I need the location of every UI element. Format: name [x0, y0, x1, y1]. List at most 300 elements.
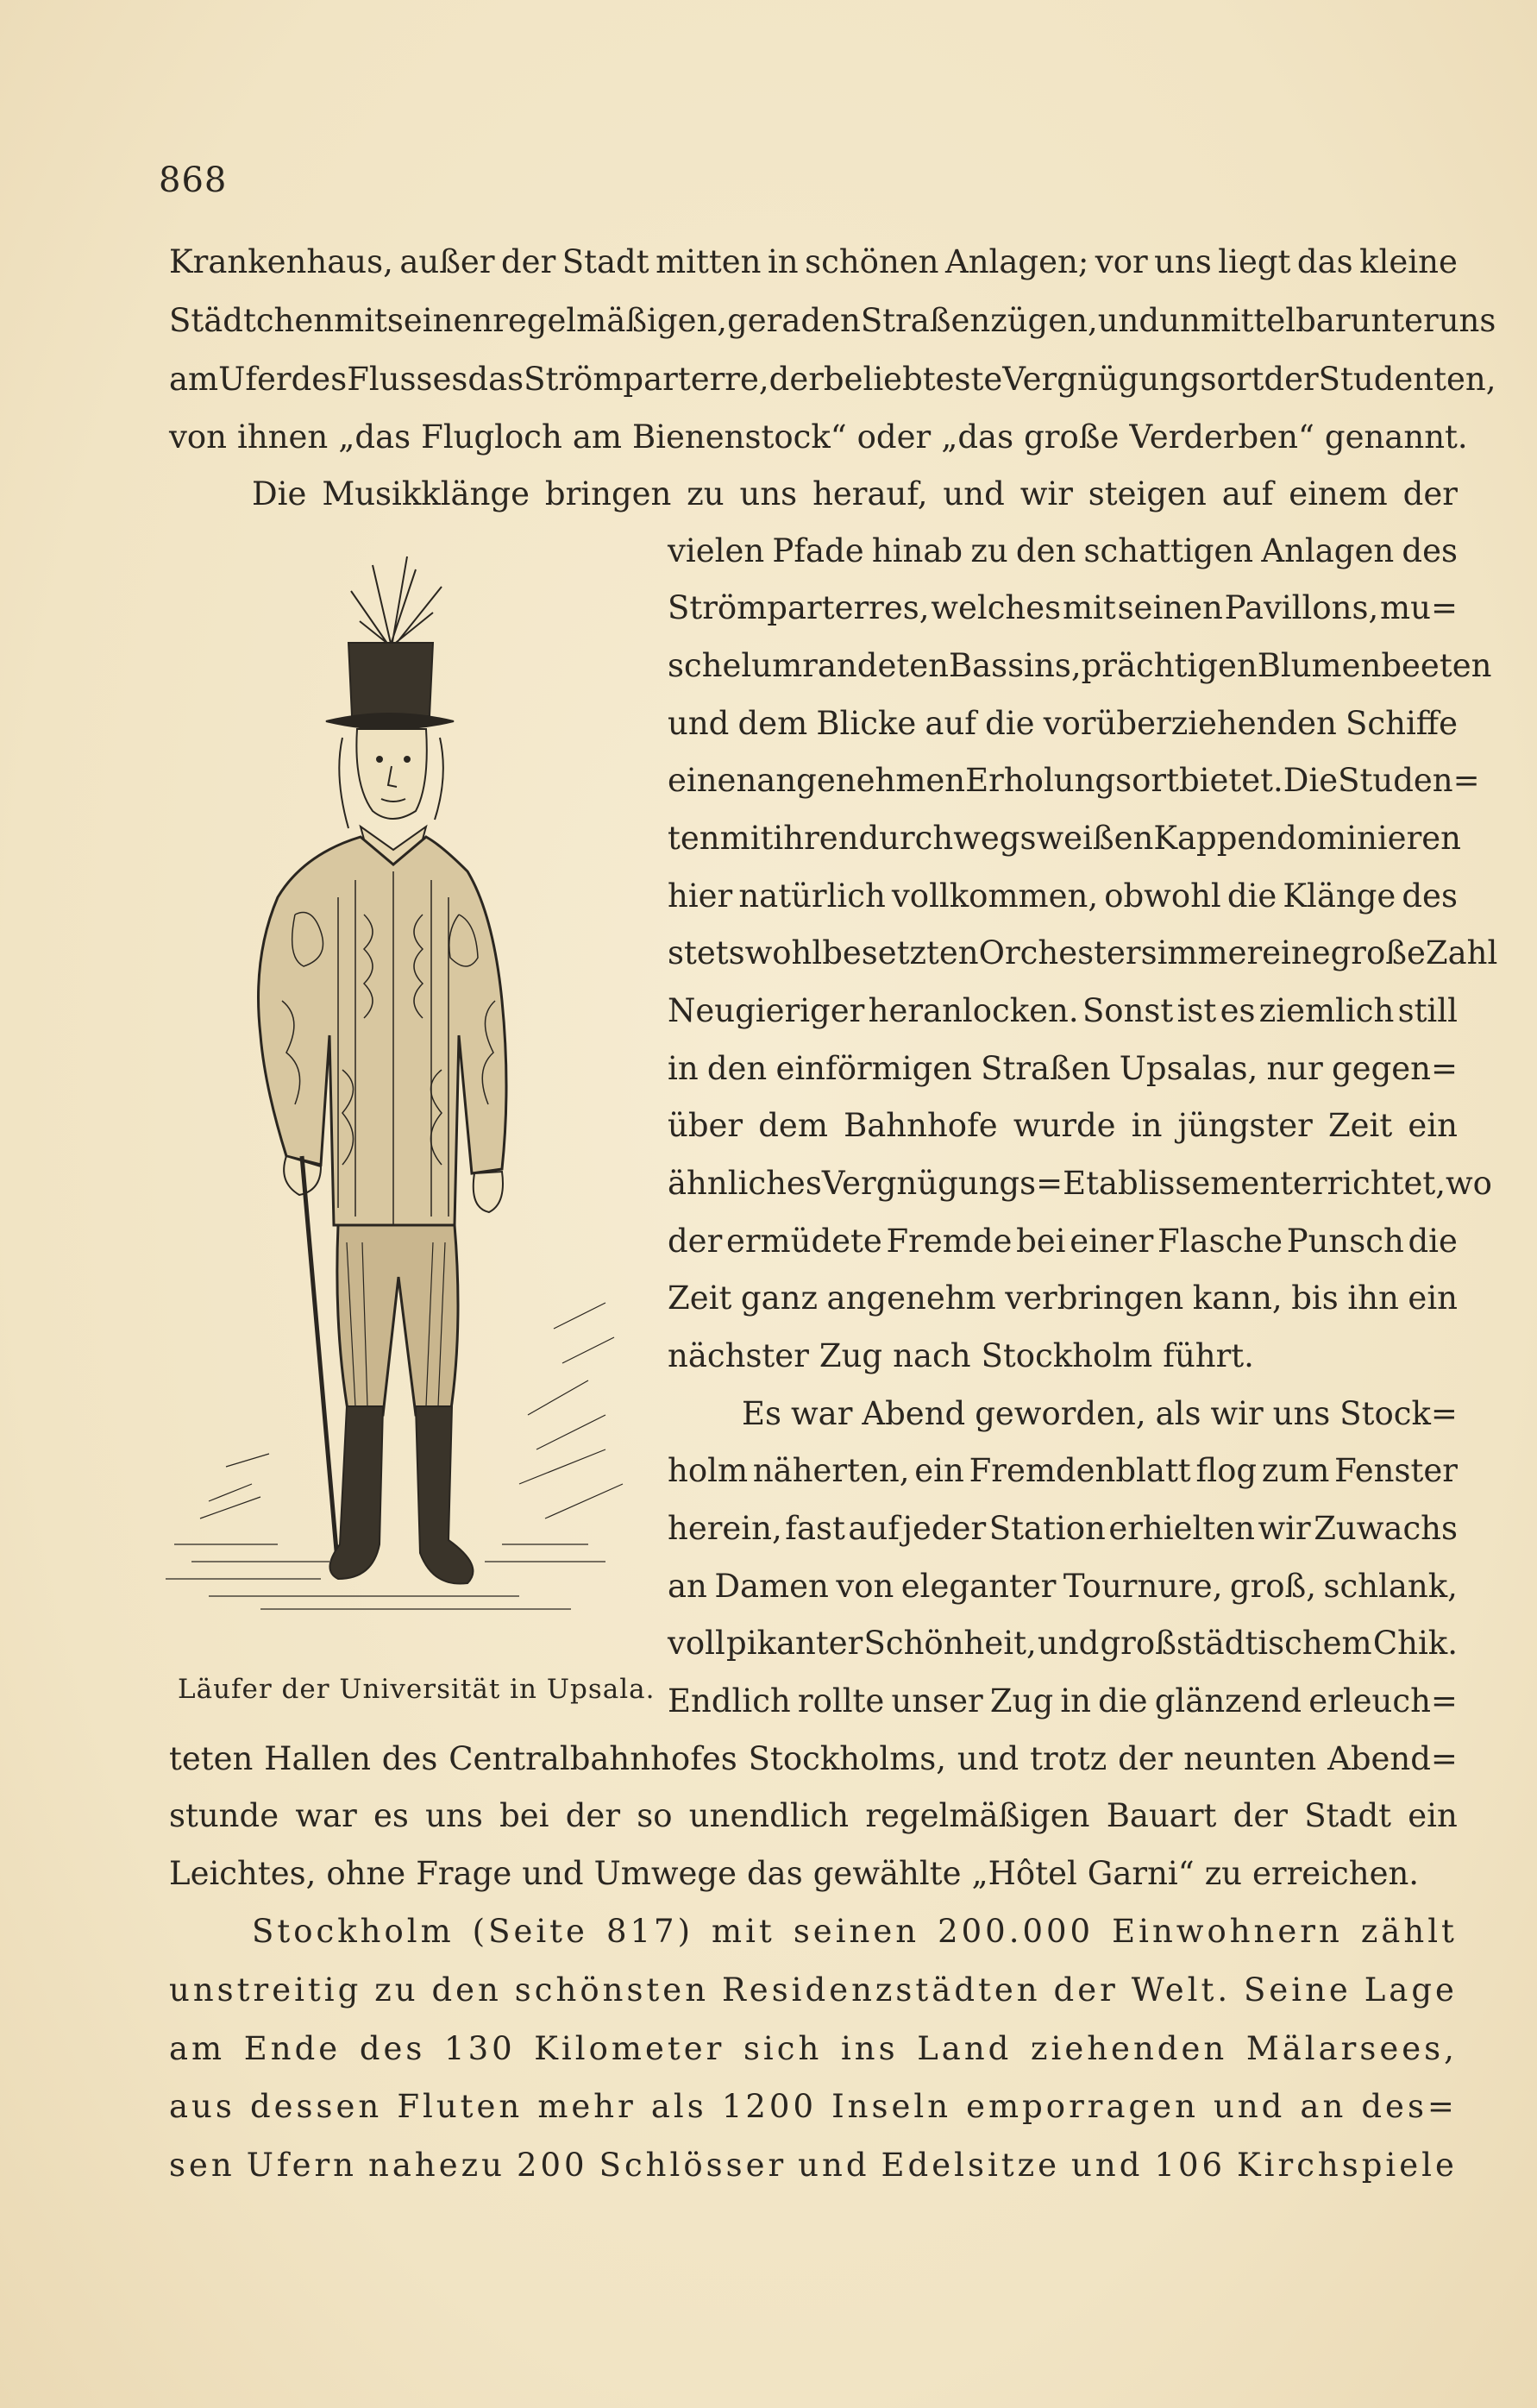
- text-line: [668, 1279, 1458, 1319]
- word: Neugieriger: [668, 992, 865, 1029]
- word: still: [1397, 992, 1458, 1029]
- word: und: [798, 2147, 870, 2184]
- word: Chik.: [1372, 1625, 1458, 1662]
- engraving-illustration: [157, 552, 659, 1674]
- word: des: [359, 2030, 426, 2067]
- word: sich: [743, 2030, 823, 2067]
- word: Stadt: [1304, 1797, 1392, 1834]
- word: erleuch=: [1308, 1682, 1458, 1720]
- word: zu: [970, 532, 1008, 569]
- word: Städtchen: [169, 302, 335, 339]
- word: gegen=: [1332, 1050, 1458, 1087]
- word: war: [790, 1395, 853, 1432]
- word: vielen: [668, 532, 765, 569]
- word: große: [1330, 934, 1426, 971]
- word: stets: [668, 934, 745, 971]
- word: Zuwachs: [1314, 1510, 1458, 1547]
- word: Mälarsees,: [1245, 2030, 1458, 2067]
- ground-shading: [166, 1303, 623, 1609]
- word: und: [943, 475, 1005, 512]
- word: voll: [668, 1625, 725, 1662]
- word: rollte: [797, 1682, 885, 1720]
- word: Verderben“: [1129, 418, 1314, 456]
- word: den: [1015, 532, 1076, 569]
- word: Ufern: [246, 2147, 358, 2184]
- word: des=: [1361, 2088, 1458, 2125]
- word: Ufer: [218, 361, 292, 398]
- word: den: [706, 1050, 768, 1087]
- word: schelumrandeten: [668, 647, 949, 684]
- word: Kilometer: [534, 2030, 725, 2067]
- word: ziehenden: [1031, 2030, 1228, 2067]
- word: und: [1037, 1625, 1100, 1662]
- word: Stockholms,: [748, 1740, 947, 1777]
- word: emporragen: [966, 2088, 1199, 2125]
- word: ermüdete: [725, 1223, 882, 1260]
- word: ihren: [773, 820, 859, 857]
- text-line: [668, 1050, 1458, 1090]
- word: Kappen: [1153, 820, 1277, 857]
- word: geraden: [727, 302, 861, 339]
- word: wir: [1019, 475, 1073, 512]
- word: des: [291, 361, 348, 398]
- word: nur: [1266, 1050, 1323, 1087]
- text-line: [668, 1625, 1458, 1664]
- word: der: [1118, 1740, 1173, 1777]
- word: und: [522, 1855, 584, 1892]
- word: der: [1402, 475, 1458, 512]
- word: beliebteste: [823, 361, 1003, 398]
- word: Abend=: [1327, 1740, 1458, 1777]
- word: glänzend: [1154, 1682, 1302, 1720]
- word: auf: [848, 1510, 900, 1547]
- word: Stock=: [1339, 1395, 1458, 1432]
- word: der: [1233, 1797, 1288, 1834]
- word: seinen: [386, 302, 493, 339]
- word: dessen: [249, 2088, 383, 2125]
- text-line: [169, 1855, 1419, 1895]
- word: 1200: [721, 2088, 817, 2125]
- word: Klänge: [1283, 877, 1396, 915]
- word: am: [169, 2030, 226, 2067]
- word: nach: [893, 1337, 971, 1374]
- word: und: [668, 705, 730, 742]
- word: das: [747, 1855, 803, 1892]
- word: flog: [1195, 1452, 1258, 1489]
- word: am: [169, 361, 219, 398]
- text-line: [169, 2030, 1458, 2070]
- word: Die: [1283, 762, 1339, 799]
- word: welches: [931, 589, 1062, 626]
- word: eine: [1262, 934, 1331, 971]
- word: einförmigen: [775, 1050, 972, 1087]
- word: Fremdenblatt: [969, 1452, 1191, 1489]
- word: zu: [374, 1971, 419, 2009]
- word: außer: [399, 243, 495, 280]
- word: verbringen: [1005, 1279, 1184, 1317]
- hat-plume: [351, 556, 442, 647]
- word: 106: [1154, 2147, 1226, 2184]
- word: Centralbahnhofes: [449, 1740, 737, 1777]
- word: und: [1071, 2147, 1144, 2184]
- word: wohlbesetzten: [744, 934, 979, 971]
- word: Damen: [714, 1568, 829, 1605]
- word: Bassins,: [948, 647, 1082, 684]
- word: mit: [1062, 589, 1116, 626]
- text-line: [668, 705, 1458, 745]
- word: oder: [856, 418, 932, 456]
- page-number: 868: [159, 160, 228, 200]
- word: zu: [687, 475, 725, 512]
- word: neunten: [1183, 1740, 1317, 1777]
- word: in: [1060, 1682, 1091, 1720]
- word: Flugloch: [421, 418, 562, 456]
- face: [356, 729, 426, 819]
- text-line: [668, 1568, 1458, 1607]
- text-line: [169, 1971, 1458, 2011]
- word: Bienenstock“: [631, 418, 847, 456]
- word: Edelsitze: [881, 2147, 1061, 2184]
- word: nahezu: [368, 2147, 505, 2184]
- word: uns: [1154, 243, 1212, 280]
- word: der: [768, 361, 824, 398]
- word: Inseln: [831, 2088, 952, 2125]
- word: sen: [169, 2147, 235, 2184]
- word: heranlocken.: [868, 992, 1079, 1029]
- word: Tournure,: [1063, 1568, 1223, 1605]
- word: der: [1053, 1971, 1119, 2009]
- word: uns: [1438, 302, 1496, 339]
- word: zum: [1261, 1452, 1330, 1489]
- word: nächster: [668, 1337, 809, 1374]
- word: „Hôtel: [971, 1855, 1077, 1892]
- word: Residenzstädten: [721, 1971, 1041, 2009]
- word: ähnliches: [668, 1165, 822, 1202]
- text-line: [668, 877, 1458, 917]
- word: ohne: [326, 1855, 406, 1892]
- word: holm: [668, 1452, 749, 1489]
- word: am: [572, 418, 622, 456]
- word: durchwegs: [858, 820, 1037, 857]
- word: wo: [1446, 1165, 1492, 1202]
- word: unstreitig: [169, 1971, 362, 2009]
- word: Umwege: [593, 1855, 737, 1892]
- text-line: [252, 1913, 1458, 1952]
- text-line: [169, 2088, 1458, 2128]
- word: 200: [516, 2147, 588, 2184]
- word: hinab: [871, 532, 963, 569]
- word: als: [1155, 1395, 1201, 1432]
- word: Hallen: [264, 1740, 371, 1777]
- word: obwohl: [1104, 877, 1221, 915]
- word: der: [1264, 361, 1319, 398]
- word: auf: [1221, 475, 1274, 512]
- word: unendlich: [688, 1797, 850, 1834]
- word: vorüberziehenden: [1043, 705, 1337, 742]
- word: Fluten: [397, 2088, 524, 2125]
- word: und: [1213, 2088, 1286, 2125]
- word: Vergnügungsort: [1002, 361, 1264, 398]
- text-line: [668, 1107, 1458, 1147]
- text-line: [169, 2147, 1458, 2186]
- word: Einwohnern: [1112, 1913, 1343, 1950]
- word: Anlagen;: [944, 243, 1089, 280]
- word: die: [1226, 877, 1277, 915]
- word: Punsch: [1286, 1223, 1404, 1260]
- word: natürlich: [738, 877, 886, 915]
- word: teten: [169, 1740, 254, 1777]
- word: Flusses: [347, 361, 468, 398]
- text-line: [668, 1510, 1458, 1550]
- word: Zug: [819, 1337, 883, 1374]
- text-line: [668, 647, 1492, 687]
- word: regelmäßigen: [865, 1797, 1090, 1834]
- word: war: [295, 1797, 357, 1834]
- word: Stadt: [561, 243, 649, 280]
- word: und: [957, 1740, 1019, 1777]
- word: erhielten: [1108, 1510, 1255, 1547]
- word: Leichtes,: [169, 1855, 317, 1892]
- word: Anlagen: [1261, 532, 1395, 569]
- word: Pavillons,: [1224, 589, 1379, 626]
- word: Flasche: [1157, 1223, 1283, 1260]
- word: des: [1402, 532, 1458, 569]
- word: große: [1024, 418, 1120, 456]
- word: mitten: [656, 243, 762, 280]
- word: 130: [444, 2030, 516, 2067]
- word: Zeit: [1327, 1107, 1393, 1144]
- text-line: [169, 1740, 1458, 1780]
- text-line: [742, 1395, 1458, 1435]
- word: Ende: [243, 2030, 342, 2067]
- text-line: [668, 820, 1461, 859]
- word: Bahnhofe: [844, 1107, 998, 1144]
- word: in: [1131, 1107, 1163, 1144]
- word: groß,: [1229, 1568, 1317, 1605]
- word: die: [1098, 1682, 1148, 1720]
- word: bei: [499, 1797, 549, 1834]
- word: das: [467, 361, 524, 398]
- word: die: [985, 705, 1035, 742]
- word: herein,: [668, 1510, 782, 1547]
- word: die: [1408, 1223, 1458, 1260]
- word: Schlösser: [599, 2147, 787, 2184]
- word: Garni“: [1087, 1855, 1195, 1892]
- word: zu: [1204, 1855, 1243, 1892]
- word: Schiffe: [1346, 705, 1458, 742]
- word: errichtet,: [1292, 1165, 1446, 1202]
- word: bietet.: [1178, 762, 1283, 799]
- word: der: [565, 1797, 621, 1834]
- word: es: [373, 1797, 409, 1834]
- word: Lage: [1364, 1971, 1458, 2009]
- word: ins: [840, 2030, 899, 2067]
- word: uns: [739, 475, 798, 512]
- word: gewählte: [812, 1855, 962, 1892]
- word: kann,: [1192, 1279, 1283, 1317]
- word: wir: [1258, 1510, 1311, 1547]
- word: stunde: [169, 1797, 279, 1834]
- word: ihnen: [237, 418, 329, 456]
- word: bei: [1016, 1223, 1066, 1260]
- word: Blumenbeeten: [1257, 647, 1492, 684]
- word: Stockholm: [252, 1913, 455, 1950]
- word: „das: [941, 418, 1014, 456]
- text-line: [169, 243, 1458, 283]
- word: Upsalas,: [1119, 1050, 1258, 1087]
- word: Fremde: [886, 1223, 1013, 1260]
- word: Strömparterre,: [524, 361, 769, 398]
- word: Es: [742, 1395, 781, 1432]
- word: Seine: [1244, 1971, 1352, 2009]
- word: prächtigen: [1081, 647, 1258, 684]
- word: bringen: [544, 475, 672, 512]
- word: trotz: [1030, 1740, 1107, 1777]
- word: regelmäßigen,: [492, 302, 728, 339]
- word: angenehmen: [756, 762, 966, 799]
- text-line: [668, 992, 1458, 1032]
- word: und: [1097, 302, 1160, 339]
- word: wurde: [1013, 1107, 1116, 1144]
- text-line: [668, 589, 1458, 629]
- word: Land: [917, 2030, 1013, 2067]
- word: ziemlich: [1258, 992, 1395, 1029]
- word: Musikklänge: [322, 475, 530, 512]
- word: angenehm: [826, 1279, 996, 1317]
- word: führt.: [1163, 1337, 1254, 1374]
- word: „das: [338, 418, 411, 456]
- word: dominieren: [1277, 820, 1461, 857]
- word: als: [650, 2088, 707, 2125]
- word: einen: [668, 762, 757, 799]
- word: eleganter: [900, 1568, 1057, 1605]
- text-line: [169, 302, 1496, 342]
- word: mit: [334, 302, 387, 339]
- top-hat: [348, 643, 433, 716]
- word: ein: [914, 1452, 964, 1489]
- word: 200.000: [938, 1913, 1095, 1950]
- word: Bauart: [1106, 1797, 1217, 1834]
- word: ganz: [740, 1279, 818, 1317]
- word: auf: [925, 705, 976, 742]
- word: hier: [668, 877, 733, 915]
- word: an: [1300, 2088, 1347, 2125]
- word: mit: [712, 1913, 775, 1950]
- word: uns: [425, 1797, 483, 1834]
- word: Straßenzügen,: [860, 302, 1098, 339]
- text-line: [252, 475, 1458, 515]
- word: pikanter: [726, 1625, 863, 1662]
- text-line: [169, 418, 1468, 458]
- word: mehr: [537, 2088, 637, 2125]
- word: des: [1402, 877, 1458, 915]
- word: wir: [1210, 1395, 1264, 1432]
- word: zählt: [1360, 1913, 1458, 1950]
- word: ten: [668, 820, 720, 857]
- word: des: [381, 1740, 438, 1777]
- text-line: [668, 1165, 1492, 1204]
- word: Stockholm: [981, 1337, 1153, 1374]
- word: Studenten,: [1318, 361, 1496, 398]
- word: Krankenhaus,: [169, 243, 393, 280]
- boots: [329, 1406, 383, 1579]
- word: Kirchspiele: [1237, 2147, 1458, 2184]
- text-line: [668, 1682, 1458, 1722]
- word: Blicke: [816, 705, 917, 742]
- text-line: [668, 532, 1458, 572]
- word: vor: [1095, 243, 1148, 280]
- word: jüngster: [1177, 1107, 1313, 1144]
- word: mu=: [1380, 589, 1458, 626]
- word: Abend: [862, 1395, 966, 1432]
- word: schönsten: [514, 1971, 710, 2009]
- word: steigen: [1088, 475, 1207, 512]
- word: Fenster: [1334, 1452, 1458, 1489]
- word: Studen=: [1338, 762, 1480, 799]
- word: Endlich: [668, 1682, 791, 1720]
- word: Schönheit,: [863, 1625, 1037, 1662]
- word: erreichen.: [1252, 1855, 1420, 1892]
- text-line: [668, 934, 1498, 974]
- word: seinen: [1117, 589, 1223, 626]
- word: (Seite: [472, 1913, 588, 1950]
- word: Sonst: [1082, 992, 1174, 1029]
- word: unser: [891, 1682, 983, 1720]
- word: der: [501, 243, 556, 280]
- word: der: [668, 1223, 723, 1260]
- word: Strömparterres,: [668, 589, 930, 626]
- word: in: [767, 243, 799, 280]
- word: ein: [1408, 1107, 1458, 1144]
- word: fast: [785, 1510, 845, 1547]
- word: ein: [1408, 1279, 1458, 1317]
- word: Die: [252, 475, 307, 512]
- word: das: [1296, 243, 1353, 280]
- word: liegt: [1218, 243, 1291, 280]
- word: Orchesters: [978, 934, 1157, 971]
- word: großstädtischem: [1100, 1625, 1372, 1662]
- word: von: [836, 1568, 894, 1605]
- word: Zeit: [668, 1279, 732, 1317]
- word: bis: [1291, 1279, 1339, 1317]
- word: schlank,: [1323, 1568, 1458, 1605]
- word: vollkommen,: [891, 877, 1099, 915]
- word: Pfade: [772, 532, 864, 569]
- word: ist: [1176, 992, 1217, 1029]
- text-line: [169, 1797, 1458, 1837]
- word: näherten,: [752, 1452, 910, 1489]
- word: einem: [1289, 475, 1388, 512]
- word: seinen: [793, 1913, 920, 1950]
- text-line: [169, 361, 1496, 400]
- word: über: [668, 1107, 743, 1144]
- word: einer: [1070, 1223, 1154, 1260]
- word: immer: [1157, 934, 1263, 971]
- text-line: [668, 1223, 1458, 1262]
- word: so: [637, 1797, 673, 1834]
- word: unter: [1350, 302, 1439, 339]
- word: an: [668, 1568, 707, 1605]
- word: schattigen: [1083, 532, 1254, 569]
- word: 817): [605, 1913, 694, 1950]
- word: dem: [737, 705, 808, 742]
- word: Zug: [989, 1682, 1054, 1720]
- trousers: [337, 1225, 458, 1415]
- word: Straßen: [981, 1050, 1111, 1087]
- text-line: [668, 762, 1480, 802]
- word: Vergnügungs=Etablissement: [821, 1165, 1293, 1202]
- word: mit: [719, 820, 774, 857]
